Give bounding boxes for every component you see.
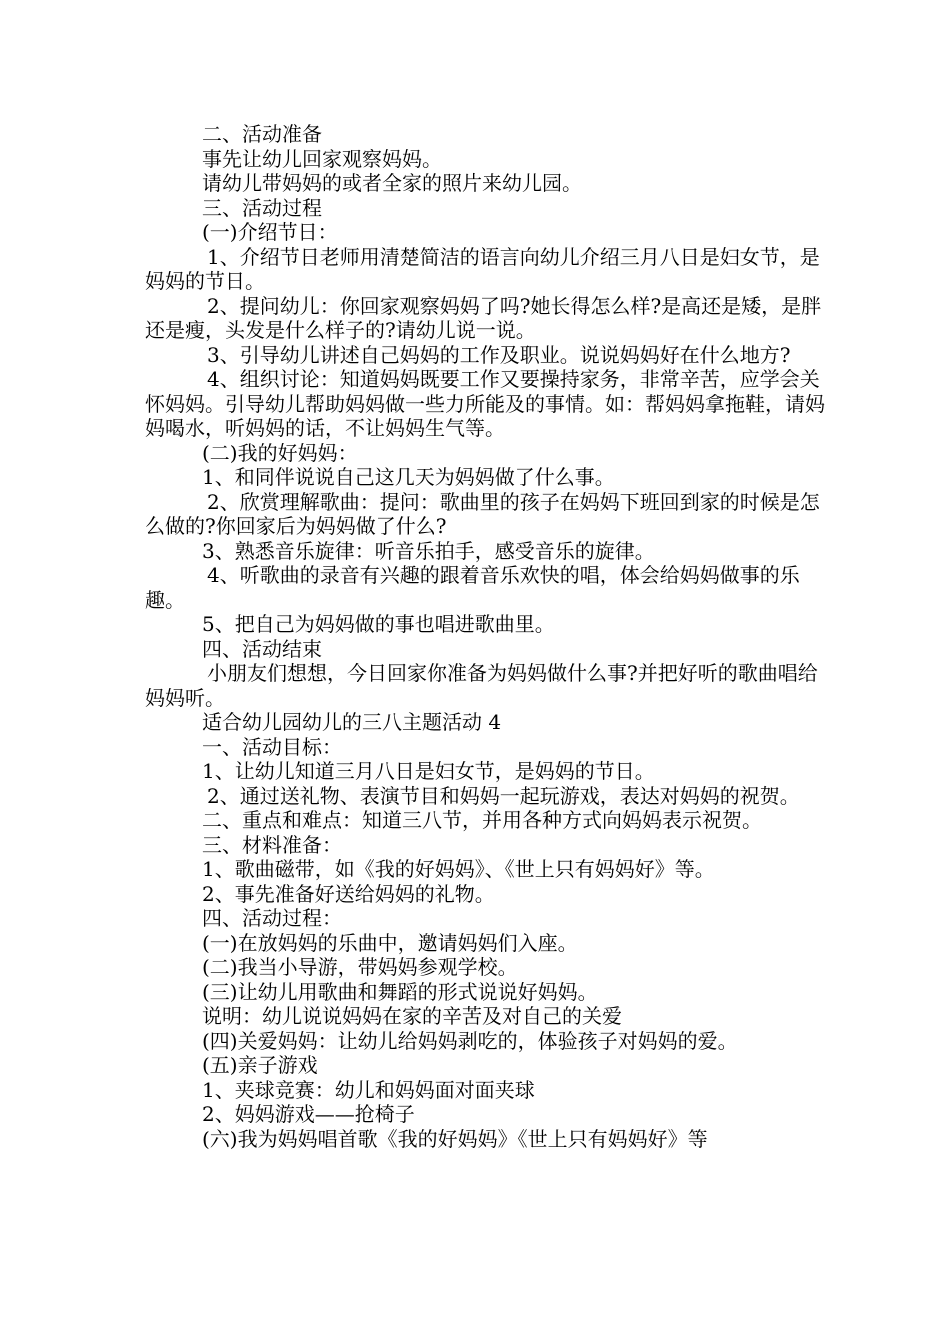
paragraph: 事先让幼儿回家观察妈妈。 — [202, 146, 442, 171]
list-item: (三)让幼儿用歌曲和舞蹈的形式说说好妈妈。 — [202, 979, 598, 1004]
subsection-heading: (一)介绍节日： — [202, 220, 338, 244]
document-body — [145, 122, 825, 1151]
section-heading: 一、活动目标： — [202, 734, 342, 759]
paragraph: 请幼儿带妈妈的或者全家的照片来幼儿园。 — [202, 171, 582, 195]
article-title: 适合幼儿园幼儿的三八主题活动 4 — [202, 710, 502, 734]
list-item: 4、听歌曲的录音有兴趣的跟着音乐欢快的唱，体会给妈妈做事的乐趣。 — [145, 563, 800, 612]
section-heading: 四、活动结束 — [202, 636, 322, 661]
list-item: (五)亲子游戏 — [202, 1053, 318, 1077]
paragraph: 小朋友们想想，今日回家你准备为妈妈做什么事?并把好听的歌曲唱给妈妈听。 — [145, 661, 818, 710]
section-heading: 二、活动准备 — [202, 122, 322, 146]
list-item: 1、歌曲磁带，如《我的好妈妈》、《世上只有妈妈好》等。 — [202, 857, 715, 881]
list-item: (一)在放妈妈的乐曲中，邀请妈妈们入座。 — [202, 930, 578, 955]
list-item: (四)关爱妈妈：让幼儿给妈妈剥吃的，体验孩子对妈妈的爱。 — [202, 1028, 738, 1053]
list-item: 5、把自己为妈妈做的事也唱进歌曲里。 — [202, 612, 555, 636]
list-item: 3、引导幼儿讲述自己妈妈的工作及职业。说说妈妈好在什么地方? — [207, 342, 791, 367]
list-item: 2、妈妈游戏——抢椅子 — [202, 1102, 415, 1126]
list-item: 1、和同伴说说自己这几天为妈妈做了什么事。 — [202, 465, 615, 489]
list-item: 2、通过送礼物、表演节目和妈妈一起玩游戏，表达对妈妈的祝贺。 — [207, 783, 800, 808]
list-item: 3、熟悉音乐旋律：听音乐拍手，感受音乐的旋律。 — [202, 538, 655, 563]
section-heading: 三、活动过程 — [202, 195, 322, 220]
list-item: (六)我为妈妈唱首歌《我的好妈妈》《世上只有妈妈好》等 — [202, 1126, 708, 1151]
subsection-heading: (二)我的好妈妈： — [202, 440, 358, 465]
section-heading: 三、材料准备： — [202, 832, 342, 857]
list-item: 2、提问幼儿：你回家观察妈妈了吗?她长得怎么样?是高还是矮，是胖还是瘦，头发是什么样子的?请幼儿说一说。 — [145, 293, 822, 342]
list-item: 1、让幼儿知道三月八日是妇女节，是妈妈的节日。 — [202, 759, 655, 783]
section-heading: 二、重点和难点：知道三八节，并用各种方式向妈妈表示祝贺。 — [202, 808, 762, 832]
paragraph: 说明：幼儿说说妈妈在家的辛苦及对自己的关爱 — [202, 1004, 622, 1028]
list-item: (二)我当小导游，带妈妈参观学校。 — [202, 955, 518, 979]
list-item: 1、介绍节日老师用清楚简洁的语言向幼儿介绍三月八日是妇女节，是妈妈的节日。 — [145, 244, 820, 293]
list-item: 2、事先准备好送给妈妈的礼物。 — [202, 881, 495, 906]
section-heading: 四、活动过程： — [202, 906, 342, 930]
list-item: 1、夹球竞赛：幼儿和妈妈面对面夹球 — [202, 1077, 535, 1102]
list-item: 4、组织讨论：知道妈妈既要工作又要操持家务，非常辛苦，应学会关怀妈妈。引导幼儿帮助妈妈做一些力所能及的事情。如：帮妈妈拿拖鞋，请妈妈喝水，听妈妈的话，不让妈妈生气等。 — [145, 367, 825, 440]
list-item: 2、欣赏理解歌曲：提问：歌曲里的孩子在妈妈下班回到家的时候是怎么做的?你回家后为妈妈做了什么? — [145, 489, 820, 538]
